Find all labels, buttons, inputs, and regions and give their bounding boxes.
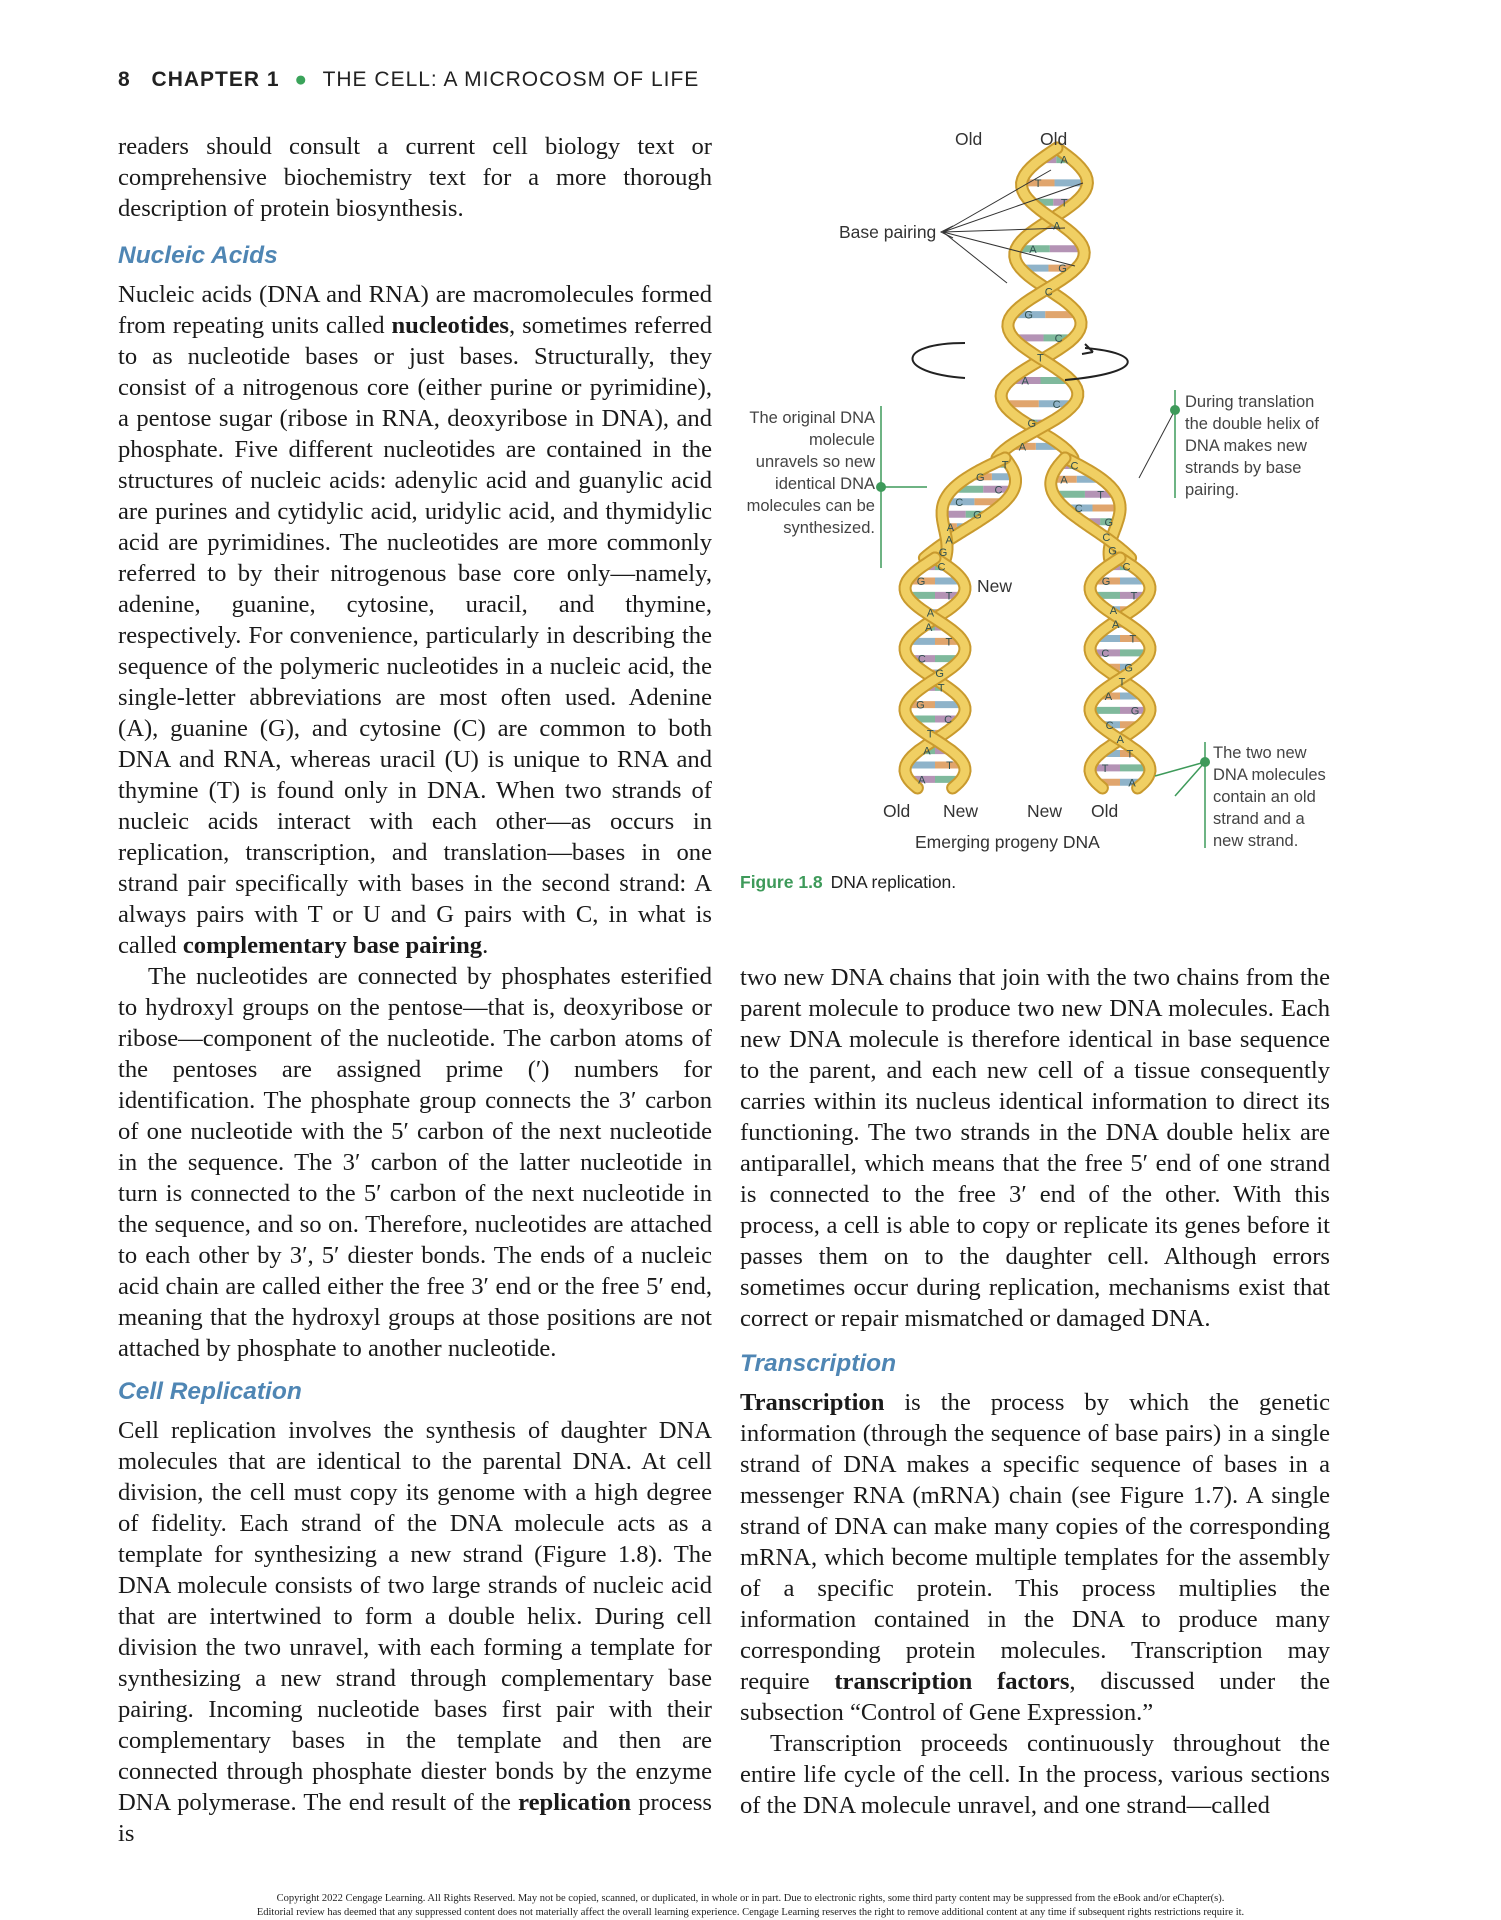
parent-base-letter: G — [1058, 263, 1067, 276]
progeny-left-base-letter: T — [945, 636, 953, 649]
transcription-paragraph-2: Transcription proceeds continuously throughout the entire life cycle of the cell. In the process, various sections of the DNA molecule unravel, and one strand—called — [740, 1730, 1330, 1819]
progeny-left-base-letter: T — [946, 760, 953, 772]
term-transcription-factors: transcription factors — [834, 1668, 1070, 1695]
chapter-title: THE CELL: A MICROCOSM OF LIFE — [322, 68, 700, 91]
progeny-right-base-letter: G — [1101, 576, 1111, 588]
figure-dna-replication — [735, 128, 1335, 898]
progeny-right-base-letter: T — [1118, 676, 1126, 689]
term-nucleotides: nucleotides — [391, 312, 510, 339]
parent-base-letter: A — [1060, 154, 1068, 167]
split-right-base-letter: G — [1104, 516, 1114, 529]
parent-base-letter: T — [1060, 197, 1068, 210]
heading-nucleic-acids: Nucleic Acids — [118, 242, 278, 269]
progeny-right-base-letter: C — [1105, 719, 1114, 732]
label-translation: During translation the double helix of DNA makes new strands by base pairing. — [1185, 393, 1319, 499]
text-run: , discussed under the subsection “Control of Gene Expression.” — [740, 1668, 1330, 1726]
progeny-right-base-letter: T — [1129, 633, 1137, 646]
parent-base-letter: C — [1054, 332, 1063, 345]
progeny-left-base-letter: T — [937, 682, 945, 695]
progeny-left-base-letter: A — [926, 607, 935, 620]
figure-number: Figure 1.8 — [740, 872, 823, 892]
progeny-right-base-letter: G — [1130, 705, 1140, 718]
footer-line-2: Editorial review has deemed that any suppressed content does not materially affect the overall learning experience. Cengage Learning reserves the right to remove additional content at any time if subsequent rights restrictions require it. — [256, 1907, 1245, 1918]
progeny-left-base-letter: G — [916, 576, 926, 588]
parent-base-letter: C — [1044, 286, 1053, 299]
progeny-left-base-letter: C — [937, 561, 946, 574]
term-complementary-base-pairing: complementary base pairing — [182, 932, 483, 959]
bullet-icon: ● — [294, 68, 309, 91]
progeny-left-base-letter: T — [926, 728, 934, 741]
nucleic-acids-paragraph-2: The nucleotides are connected by phosphates esterified to hydroxyl groups on the pentose—that is, deoxyribose or ribose—component of the nucleotide. The carbon atoms of the pentoses are assigned prime (′) numbers for identification. The phosphate group connects the 3′ carbon of one nucleotide with the 5′ carbon of the next nucleotide in the sequence. The 3′ carbon of the latter nucleotide in turn is connected to the 5′ carbon of the next nucleotide in the sequence, and so on. Therefore, nucleotides are attached to each other by 3′, 5′ diester bonds. The ends of a nucleic acid chain are called either the free 3′ end or the free 5′ end, meaning that the hydroxyl groups at those positions are not attached by phosphate to another nucleotide. — [118, 963, 712, 1362]
label-original-dna: The original DNA molecule unravels so new identical DNA molecules can be synthesized. — [746, 409, 875, 537]
parent-base-letter: A — [1021, 375, 1029, 388]
text-run: is the process by which the genetic information (through the sequence of base pairs) in a single strand of DNA makes a specific sequence of bases in a messenger RNA (mRNA) chain (see Figure 1.7). A single strand of DNA can make many copies of the corresponding mRNA, which become multiple templates for the assembly of a specific protein. This process multiplies the information contained in the DNA to produce many corresponding protein molecules. Transcription may require — [740, 1389, 1330, 1695]
translation-callout-bracket — [1139, 390, 1180, 498]
text-run: , sometimes referred to as nucleotide bases or just bases. Structurally, they consist of a nitrogenous core (either purine or pyrimidine), a pentose sugar (ribose in RNA, deoxyribose in DNA), and phosphate. Five different nucleotides are contained in the structures of nucleic acids: adenylic acid and guanylic acid are purines and cytidylic acid, uridylic acid, and thymidylic acid are pyrimidines. The nucleotides are more commonly referred to by their nitrogenous base core only—namely, adenine, guanine, cytosine, uracil, and thymine, respectively. For convenience, particularly in describing the sequence of the polymeric nucleotides in a nucleic acid, the single-letter abbreviations are most often used. Adenine (A), guanine (G), and cytosine (C) are common to both DNA and RNA, whereas uracil (U) is unique to RNA and thymine (T) is found only in DNA. When two strands of nucleic acids interact with each other—as occurs in replication, transcription, and translation—bases in one strand pair specifically with bases in the second strand: A always pairs with T or U and G pairs with C, in what is called — [118, 312, 712, 959]
label-old-left: Old — [955, 129, 983, 149]
progeny-left-base-letter: A — [924, 622, 933, 634]
text-run: process is — [118, 1789, 713, 1847]
parent-base-letter: A — [1018, 441, 1027, 454]
split-right-base-letter: C — [1074, 503, 1083, 515]
split-left-base-letter: C — [955, 496, 964, 509]
progeny-right-base-letter: A — [1116, 734, 1125, 747]
split-left-base-letter: G — [938, 546, 948, 559]
parent-base-letter: A — [1029, 243, 1037, 256]
progeny-left-base-letter: C — [917, 653, 926, 666]
figure-caption-text: DNA replication. — [830, 872, 957, 892]
progeny-right-base-letter: C — [1101, 647, 1110, 660]
text-run: Nucleic acids (DNA and RNA) are macromolecules formed from repeating units called — [118, 281, 712, 339]
split-right-base-letter: C — [1102, 531, 1111, 544]
label-base-pairing: Base pairing — [839, 222, 937, 242]
split-left-base-letter: G — [975, 471, 985, 484]
split-left-base-letter: C — [994, 484, 1003, 497]
text-run: . — [482, 932, 489, 959]
right-column — [740, 962, 1330, 1821]
parent-base-letter: A — [1053, 220, 1061, 233]
split-left-base-letter: T — [1001, 459, 1009, 472]
figure-caption — [740, 872, 956, 893]
cell-replication-continued: two new DNA chains that join with the two chains from the parent molecule to produce two new DNA molecules. Each new DNA molecule is therefore identical in base sequence to the parent, and each new cell of a tissue consequently carries within its nucleus identical information to direct its functioning. The two strands in the DNA double helix are antiparallel, which means that the free 5′ end of one strand is connected to the free 3′ end of the other. With this process, a cell is able to copy or replicate its genes before it passes them on to the daughter cell. Although errors sometimes occur during replication, mechanisms exist that correct or repair mismatched or damaged DNA. — [740, 964, 1330, 1332]
chapter-label: CHAPTER 1 — [151, 68, 280, 91]
split-right-base-letter: C — [1070, 460, 1079, 473]
heading-transcription: Transcription — [740, 1350, 897, 1377]
left-column-top — [118, 131, 712, 1364]
progeny-left-base-letter: T — [945, 590, 953, 603]
split-right-base-letter: A — [1060, 474, 1068, 487]
cell-replication-paragraph — [118, 1415, 712, 1849]
label-new-center: New — [977, 576, 1013, 596]
parent-base-letter: G — [1027, 418, 1037, 431]
label-emerging-progeny: Emerging progeny DNA — [915, 832, 1100, 852]
parent-base-letter: C — [1052, 398, 1061, 411]
progeny-right-base-letter: C — [1122, 561, 1131, 574]
copyright-footer — [0, 1892, 1501, 1920]
progeny-left-base-letter: G — [935, 668, 944, 680]
running-head — [118, 68, 699, 92]
label-bottom-new-2: New — [1027, 801, 1063, 821]
split-right-base-letter: T — [1097, 489, 1104, 502]
progeny-right-base-letter: A — [1104, 691, 1113, 703]
split-left-base-letter: A — [946, 521, 955, 534]
split-right-base-letter: G — [1108, 545, 1117, 558]
label-two-new-molecules: The two new DNA molecules contain an old strand and a new strand. — [1213, 744, 1326, 850]
left-column-bottom — [118, 1376, 712, 1849]
progeny-right-base-letter: A — [1109, 604, 1118, 617]
two-new-molecules-callout-bracket — [1155, 742, 1210, 848]
nucleic-acids-paragraph-1 — [118, 279, 712, 961]
label-bottom-old-1: Old — [883, 801, 911, 821]
progeny-left-base-letter: C — [944, 714, 953, 726]
parent-base-letter: G — [1024, 309, 1033, 322]
intro-paragraph: readers should consult a current cell biology text or comprehensive biochemistry text for a more thorough description of protein biosynthesis. — [118, 133, 712, 222]
label-bottom-old-2: Old — [1091, 801, 1119, 821]
progeny-right-base-letter: A — [1112, 619, 1120, 632]
progeny-right-base-letter: T — [1130, 590, 1138, 603]
progeny-left-base-letter: A — [923, 745, 931, 758]
progeny-left-base-letter: A — [918, 774, 926, 787]
label-bottom-new-1: New — [943, 801, 979, 821]
term-transcription: Transcription — [740, 1389, 885, 1416]
progeny-right-base-letter: G — [1124, 662, 1133, 675]
parent-base-letter: T — [1037, 352, 1044, 365]
split-left-base-letter: G — [973, 509, 982, 522]
term-replication: replication — [518, 1789, 632, 1816]
progeny-left-base-letter: G — [916, 699, 925, 712]
original-dna-callout-bracket — [876, 406, 927, 568]
progeny-right-base-letter: T — [1126, 748, 1134, 761]
heading-cell-replication: Cell Replication — [118, 1378, 302, 1405]
parent-base-letter: T — [1034, 177, 1042, 190]
progeny-right-base-letter: A — [1128, 777, 1136, 790]
transcription-paragraph-1 — [740, 1387, 1330, 1728]
footer-line-1: Copyright 2022 Cengage Learning. All Rights Reserved. May not be copied, scanned, or duplicated, in whole or in part. Due to electronic rights, some third party content may be suppressed from the eBook and/or eChapter(s). — [276, 1893, 1225, 1904]
split-left-base-letter: A — [945, 534, 953, 547]
label-old-right: Old — [1040, 129, 1068, 149]
page-number: 8 — [118, 68, 131, 91]
progeny-right-base-letter: T — [1101, 762, 1109, 775]
text-run: Cell replication involves the synthesis of daughter DNA molecules that are identical to the parental DNA. At cell division, the cell must copy its genome with a high degree of fidelity. Each strand of the DNA molecule acts as a template for synthesizing a new strand (Figure 1.8). The DNA molecule consists of two large strands of nucleic acid that are intertwined to form a double helix. During cell division the two unravel, with each forming a template for synthesizing a new strand through complementary base pairing. Incoming nucleotide bases first pair with their complementary bases in the template and then are connected through phosphate diester bonds by the enzyme DNA polymerase. The end result of the — [118, 1417, 712, 1816]
